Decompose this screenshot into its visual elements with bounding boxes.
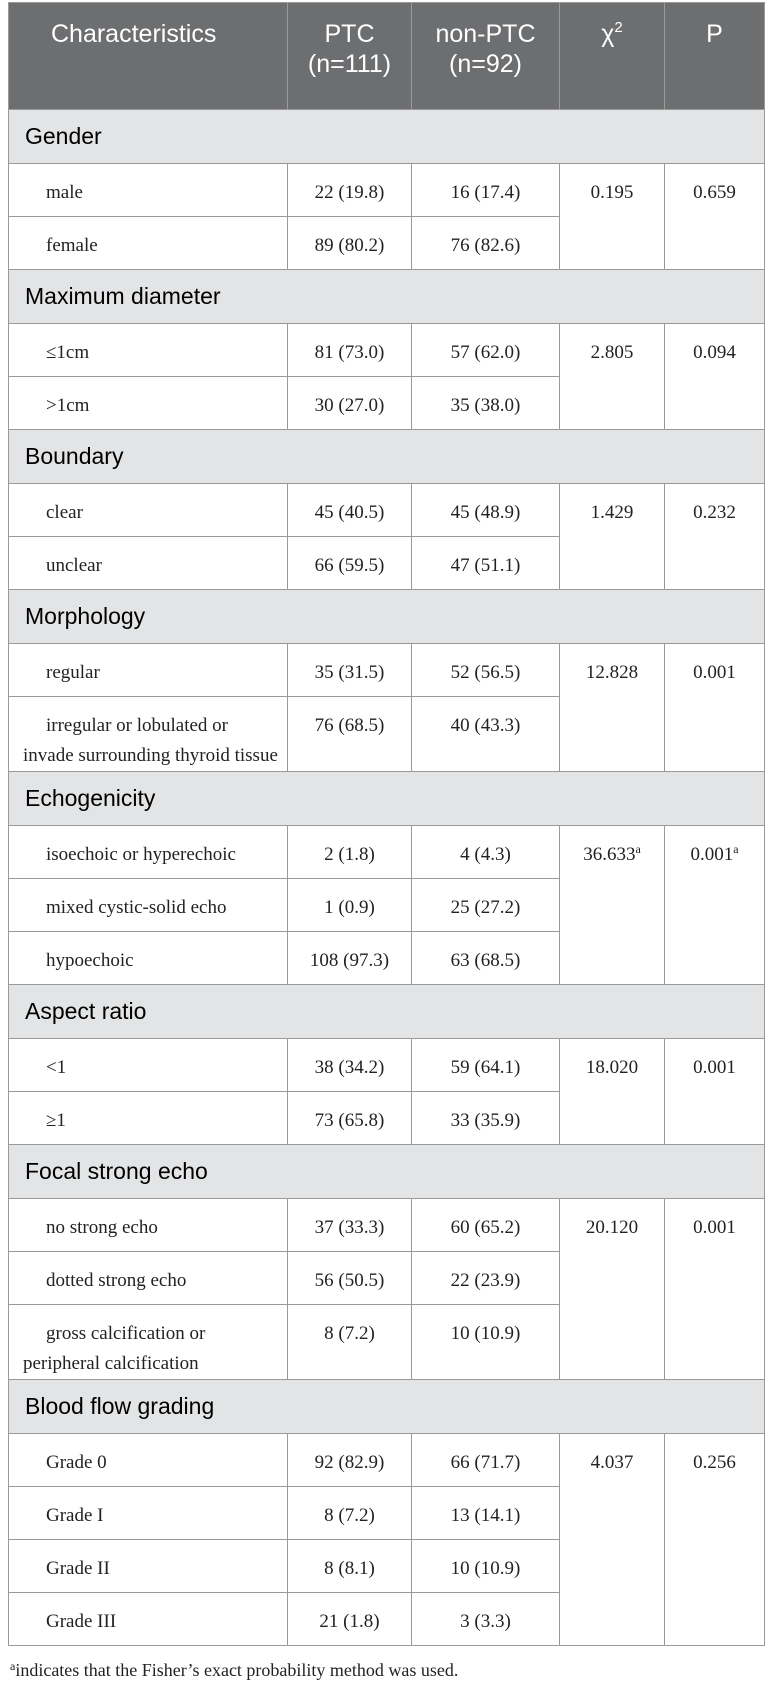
p-number: 0.001 [690,844,734,865]
ptc-value: 76 (68.5) [288,697,412,772]
chi-square-note-marker: a [635,842,641,856]
chi-square-value [560,644,665,772]
characteristics-table [8,2,765,1646]
group-row [9,110,765,164]
p-number: 0.001 [693,662,736,683]
chi-square-value [560,1039,665,1145]
p-value [665,164,765,270]
group-row [9,430,765,484]
row-label: Grade II [9,1540,288,1593]
ptc-value: 73 (65.8) [288,1092,412,1145]
ptc-value: 8 (8.1) [288,1540,412,1593]
non-ptc-value: 35 (38.0) [412,377,560,430]
non-ptc-value: 10 (10.9) [412,1540,560,1593]
group-title: Boundary [9,430,765,484]
non-ptc-value: 45 (48.9) [412,484,560,537]
header-ptc: PTC (n=111) [288,3,412,110]
non-ptc-value: 60 (65.2) [412,1199,560,1252]
footnote-marker: a [10,1659,16,1673]
group-title: Morphology [9,590,765,644]
non-ptc-value: 76 (82.6) [412,217,560,270]
group-title: Aspect ratio [9,985,765,1039]
header-characteristics: Characteristics [9,3,288,110]
row-label: mixed cystic-solid echo [9,879,288,932]
chi-square-number: 0.195 [590,182,634,203]
ptc-value: 2 (1.8) [288,826,412,879]
table-container [8,2,764,1681]
non-ptc-value: 22 (23.9) [412,1252,560,1305]
p-value [665,826,765,985]
group-title: Blood flow grading [9,1380,765,1434]
ptc-value: 66 (59.5) [288,537,412,590]
non-ptc-value: 63 (68.5) [412,932,560,985]
table-row [9,1199,765,1252]
non-ptc-value: 13 (14.1) [412,1487,560,1540]
group-title: Focal strong echo [9,1145,765,1199]
chi-symbol: χ [601,20,615,48]
table-row [9,644,765,697]
header-row [9,3,765,110]
row-label: clear [9,484,288,537]
table-row [9,1434,765,1487]
row-label: ≥1 [9,1092,288,1145]
ptc-value: 45 (40.5) [288,484,412,537]
p-number: 0.001 [693,1217,736,1238]
non-ptc-value: 3 (3.3) [412,1593,560,1646]
chi-square-number: 12.828 [585,662,639,683]
p-value [665,1199,765,1380]
non-ptc-value: 52 (56.5) [412,644,560,697]
row-label: female [9,217,288,270]
footnote-text: indicates that the Fisher’s exact probability method was used. [15,1660,459,1680]
group-title: Maximum diameter [9,270,765,324]
row-label: isoechoic or hyperechoic [9,826,288,879]
chi-square-value [560,1199,665,1380]
row-label: unclear [9,537,288,590]
p-value [665,484,765,590]
table-row [9,484,765,537]
row-label: hypoechoic [9,932,288,985]
ptc-value: 108 (97.3) [288,932,412,985]
ptc-value: 56 (50.5) [288,1252,412,1305]
chi-square-value [560,484,665,590]
non-ptc-value: 4 (4.3) [412,826,560,879]
group-row [9,1380,765,1434]
row-label: irregular or lobulated or invade surrounding thyroid tissue [9,697,288,772]
non-ptc-value: 47 (51.1) [412,537,560,590]
non-ptc-value: 59 (64.1) [412,1039,560,1092]
row-label: male [9,164,288,217]
header-chi-square [560,3,665,110]
group-row [9,985,765,1039]
ptc-value: 37 (33.3) [288,1199,412,1252]
group-title: Echogenicity [9,772,765,826]
chi-square-number: 2.805 [590,342,634,363]
p-value [665,1434,765,1646]
ptc-value: 8 (7.2) [288,1487,412,1540]
chi-square-number: 18.020 [585,1057,639,1078]
row-label: no strong echo [9,1199,288,1252]
chi-square-value [560,164,665,270]
chi-square-value [560,324,665,430]
ptc-value: 1 (0.9) [288,879,412,932]
chi-square-number: 36.633 [583,844,636,865]
table-row [9,164,765,217]
header-p: P [665,3,765,110]
p-value [665,644,765,772]
ptc-value: 92 (82.9) [288,1434,412,1487]
ptc-value: 22 (19.8) [288,164,412,217]
group-row [9,772,765,826]
p-value [665,1039,765,1145]
row-label: Grade I [9,1487,288,1540]
chi-square-number: 1.429 [590,502,634,523]
p-number: 0.001 [693,1057,736,1078]
row-label: >1cm [9,377,288,430]
non-ptc-value: 10 (10.9) [412,1305,560,1380]
ptc-value: 21 (1.8) [288,1593,412,1646]
chi-square-value [560,1434,665,1646]
non-ptc-value: 25 (27.2) [412,879,560,932]
non-ptc-value: 33 (35.9) [412,1092,560,1145]
non-ptc-value: 57 (62.0) [412,324,560,377]
ptc-value: 8 (7.2) [288,1305,412,1380]
group-row [9,1145,765,1199]
group-title: Gender [9,110,765,164]
ptc-value: 81 (73.0) [288,324,412,377]
p-number: 0.256 [693,1452,736,1473]
p-note-marker: a [733,842,739,856]
p-number: 0.659 [693,182,736,203]
ptc-value: 35 (31.5) [288,644,412,697]
p-value [665,324,765,430]
group-row [9,270,765,324]
row-label: regular [9,644,288,697]
row-label: dotted strong echo [9,1252,288,1305]
row-label: gross calcification or peripheral calcification [9,1305,288,1380]
row-label: Grade 0 [9,1434,288,1487]
table-row [9,826,765,879]
row-label: ≤1cm [9,324,288,377]
footnote [8,1660,764,1681]
non-ptc-value: 66 (71.7) [412,1434,560,1487]
non-ptc-value: 40 (43.3) [412,697,560,772]
row-label: <1 [9,1039,288,1092]
chi-square-value [560,826,665,985]
p-number: 0.094 [693,342,736,363]
table-row [9,1039,765,1092]
chi-square-number: 20.120 [585,1217,639,1238]
header-non-ptc: non-PTC (n=92) [412,3,560,110]
chi-superscript: 2 [614,19,623,36]
table-row [9,324,765,377]
chi-square-number: 4.037 [590,1452,634,1473]
non-ptc-value: 16 (17.4) [412,164,560,217]
row-label: Grade III [9,1593,288,1646]
p-number: 0.232 [693,502,736,523]
ptc-value: 30 (27.0) [288,377,412,430]
group-row [9,590,765,644]
ptc-value: 89 (80.2) [288,217,412,270]
ptc-value: 38 (34.2) [288,1039,412,1092]
